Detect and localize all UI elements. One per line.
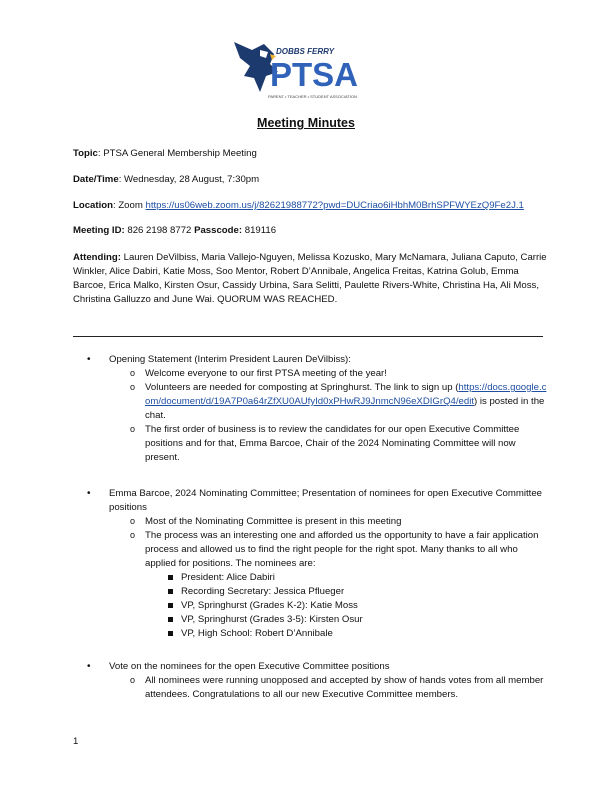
attending-paragraph <box>73 251 551 307</box>
vote-heading: Vote on the nominees for the open Executive Committee positions <box>109 661 390 672</box>
nominee-item <box>145 571 551 585</box>
list-item <box>109 674 551 702</box>
list-item <box>109 515 551 529</box>
agenda-item-opening <box>73 353 551 465</box>
nominee-vp-high-school: VP, High School: Robert D’Annibale <box>181 628 333 639</box>
nominee-vp-springhurst-k2: VP, Springhurst (Grades K-2): Katie Moss <box>181 600 358 611</box>
list-item <box>73 660 551 702</box>
passcode-label: Passcode: <box>194 225 243 236</box>
volunteers-text-end: ) is posted in the chat. <box>145 396 545 421</box>
logo-text-top: DOBBS FERRY <box>276 47 335 56</box>
opening-heading: Opening Statement (Interim President Lauren DeVilbiss): <box>109 354 351 365</box>
first-order-text: The first order of business is to review the candidates for our open Executive Committee positions and for that, Emma Barcoe, Chair of the 2024 Nominating Committee will now present. <box>145 424 520 463</box>
datetime-label: Date/Time <box>73 174 119 185</box>
nominee-vp-springhurst-35: VP, Springhurst (Grades 3-5): Kirsten Osur <box>181 614 363 625</box>
process-text: The process was an interesting one and afforded us the opportunity to have a fair application process and allowed us to find the right people for the right spot. Many thanks to all who applied for positions. The nominees are: <box>145 530 539 569</box>
nominee-item <box>145 585 551 599</box>
logo-text-main: PTSA <box>270 56 359 93</box>
list-item <box>109 381 551 423</box>
datetime-line <box>73 173 551 187</box>
nominating-heading: Emma Barcoe, 2024 Nominating Committee; Presentation of nominees for open Executive Committee positions <box>109 488 542 513</box>
list-item <box>73 487 551 641</box>
location-prefix: : Zoom <box>112 200 146 211</box>
nominee-item <box>145 613 551 627</box>
list-item <box>109 367 551 381</box>
agenda-item-nominating <box>73 487 551 641</box>
page-title: Meeting Minutes <box>257 116 355 130</box>
topic-value: : PTSA General Membership Meeting <box>97 148 257 159</box>
welcome-text: Welcome everyone to our first PTSA meeting of the year! <box>145 368 387 379</box>
nominee-item <box>145 627 551 641</box>
zoom-link[interactable]: https://us06web.zoom.us/j/82621988772?pwd=DUCriao6iHbhM0BrhSPFWYEzQ9Fe2J.1 <box>145 200 524 211</box>
nominee-item <box>145 599 551 613</box>
committee-present-text: Most of the Nominating Committee is present in this meeting <box>145 516 402 527</box>
datetime-value: : Wednesday, 28 August, 7:30pm <box>118 174 260 185</box>
meeting-id-value: 826 2198 8772 <box>124 225 195 236</box>
attending-list: Lauren DeVilbiss, Maria Vallejo-Nguyen, Melissa Kozusko, Mary McNamara, Juliana Caputo, Carrie Winkler, Alice Dabiri, Katie Moss, Soo Mentor, Robert D’Annibale, Angelica Freitas, Katrina Golub, Emma Barcoe, Erica Malko, Kirsten Osur, Cassidy Urbina, Sara Selitti, Paulette Rivers-White, Christina Ha, Ali Moss, Christina Galluzzo and June Wai. QUORUM WAS REACHED. <box>73 252 547 305</box>
list-item <box>73 353 551 465</box>
nominee-recording-secretary: Recording Secretary: Jessica Pflueger <box>181 586 345 597</box>
page-number: 1 <box>73 736 79 747</box>
topic-label: Topic <box>73 148 98 159</box>
section-divider <box>73 336 543 337</box>
agenda-item-vote <box>73 660 551 702</box>
meeting-id-label: Meeting ID: <box>73 225 125 236</box>
topic-line <box>73 147 551 161</box>
ptsa-logo <box>230 36 370 106</box>
vote-result-text: All nominees were running unopposed and accepted by show of hands votes from all member attendees. Congratulations to all our new Executive Committee members. <box>145 675 544 700</box>
meeting-id-line <box>73 224 551 238</box>
list-item <box>109 423 551 465</box>
attending-label: Attending: <box>73 252 121 263</box>
list-item <box>109 529 551 641</box>
logo-text-sub: PARENT • TEACHER • STUDENT ASSOCIATION <box>268 94 357 99</box>
location-label: Location <box>73 200 113 211</box>
passcode-value: 819116 <box>242 225 277 236</box>
volunteers-text: Volunteers are needed for composting at Springhurst. The link to sign up ( <box>145 382 459 393</box>
nominee-president: President: Alice Dabiri <box>181 572 275 583</box>
signup-link[interactable]: https://docs.google.com/document/d/19A7P0a64rZfXU0AUfyId0xPHwRJ9JnmcN96eXDIGrQ4/edit <box>145 382 547 407</box>
location-line <box>73 199 551 213</box>
